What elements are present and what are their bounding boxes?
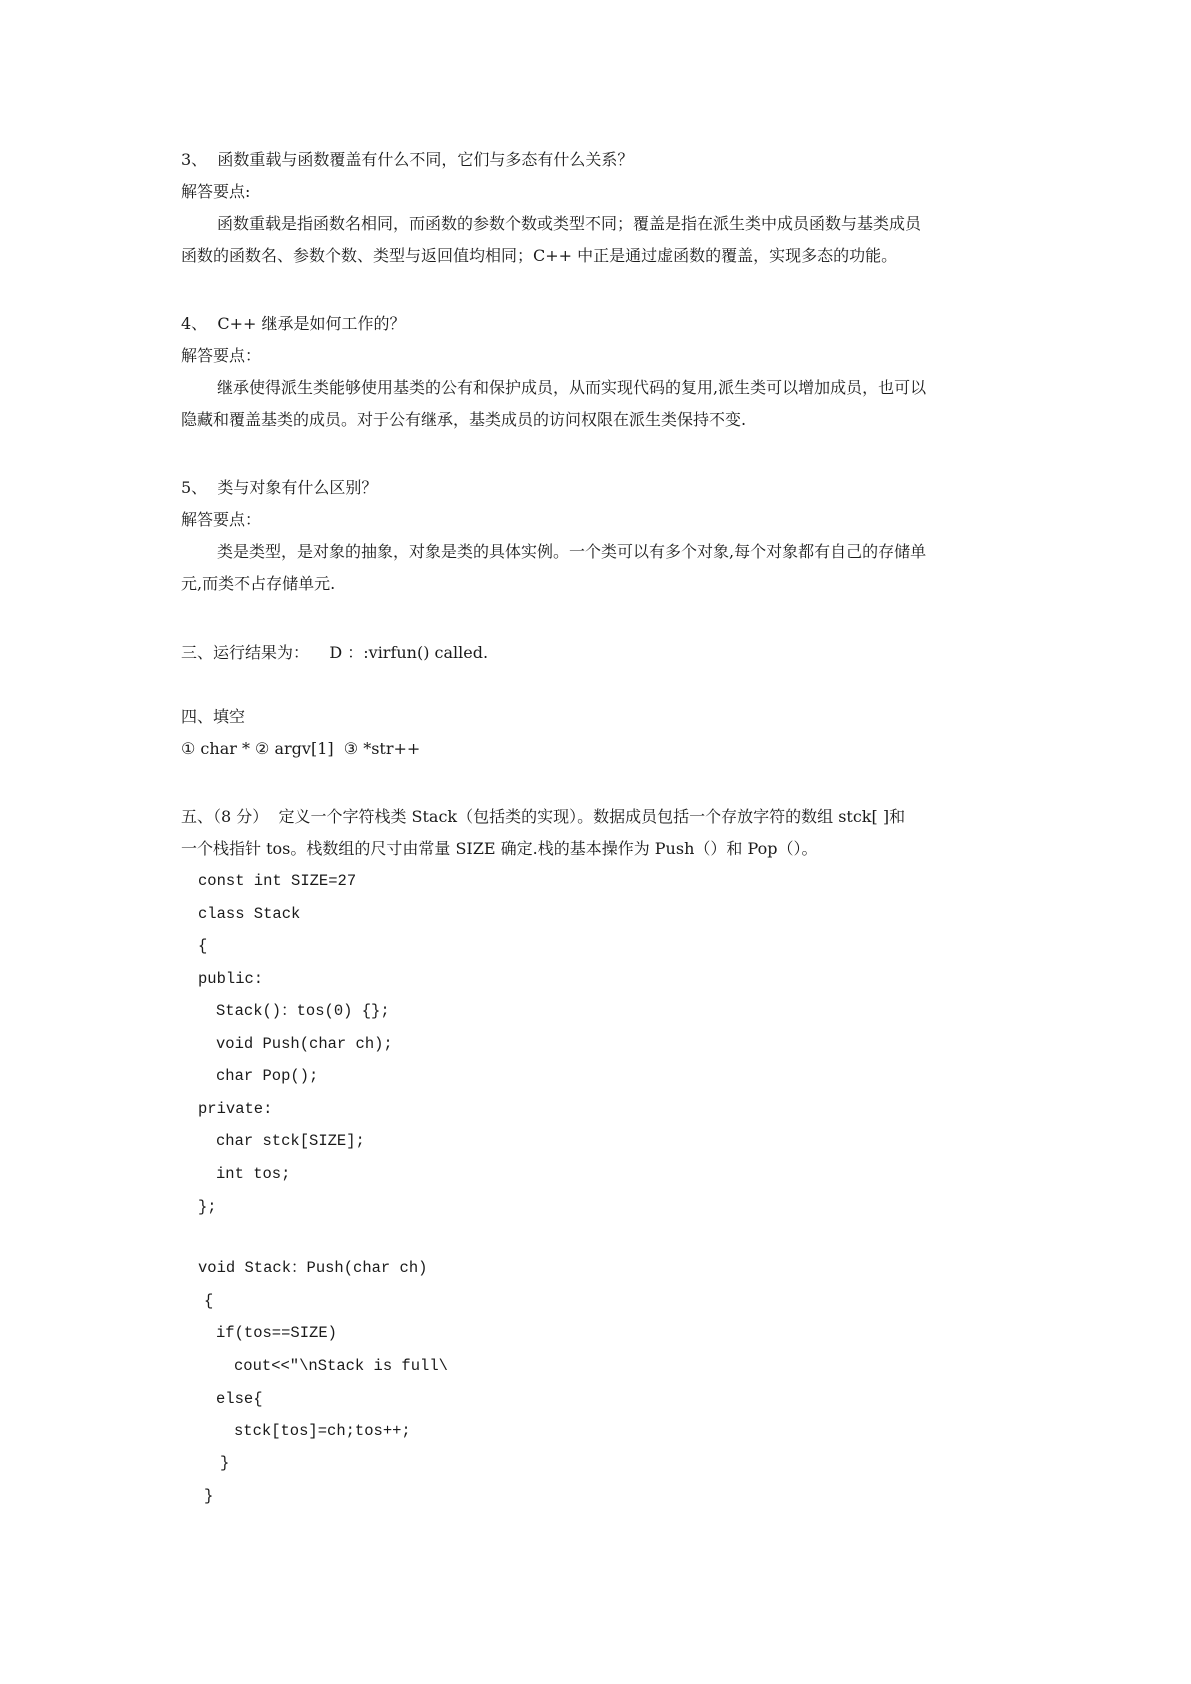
answer-label-3: 解答要点: [181, 182, 251, 201]
code-line: { [198, 937, 208, 955]
code-line: { [204, 1292, 214, 1310]
code-line: public: [198, 970, 264, 988]
answer-5-line-1: 类是类型，是对象的抽象，对象是类的具体实例。一个类可以有多个对象,每个对象都有自己的存储单 [217, 542, 927, 561]
code-line: char Pop(); [216, 1067, 319, 1085]
code-line: }; [198, 1198, 217, 1216]
section-4-answers: ① char * ② argv[1] ③ *str++ [181, 739, 421, 758]
code-line: } [204, 1487, 214, 1505]
code-line: const int SIZE=27 [198, 872, 357, 890]
code-line: } [220, 1454, 230, 1472]
section-5-line-2: 一个栈指针 tos。栈数组的尺寸由常量 SIZE 确定.栈的基本操作为 Push（）和 Pop（）。 [181, 839, 818, 858]
code-line: void Push(char ch); [216, 1035, 393, 1053]
question-5: 5、 类与对象有什么区别？ [181, 478, 378, 497]
code-line: class Stack [198, 905, 301, 923]
section-4-title: 四、填空 [181, 707, 246, 726]
answer-label-4: 解答要点： [181, 346, 262, 365]
code-line: else{ [216, 1390, 263, 1408]
code-line: stck[tos]=ch;tos++; [234, 1422, 411, 1440]
code-line: void Stack：Push(char ch) [198, 1259, 428, 1277]
code-line: int tos; [216, 1165, 291, 1183]
code-line: Stack()：tos(0) {}; [216, 1002, 390, 1020]
section-3-result: 三、运行结果为： D ：:virfun() called. [181, 643, 489, 662]
answer-3-line-1: 函数重载是指函数名相同，而函数的参数个数或类型不同；覆盖是指在派生类中成员函数与基类成员 [217, 214, 922, 233]
answer-4-line-2: 隐藏和覆盖基类的成员。对于公有继承，基类成员的访问权限在派生类保持不变. [181, 410, 747, 429]
code-line: private: [198, 1100, 273, 1118]
answer-5-line-2: 元,而类不占存储单元. [181, 574, 336, 593]
code-line: if(tos==SIZE) [216, 1324, 337, 1342]
code-line: char stck[SIZE]; [216, 1132, 365, 1150]
section-5-line-1: 五、（8 分） 定义一个字符栈类 Stack（包括类的实现）。数据成员包括一个存放字符的数组 stck[ ]和 [181, 807, 906, 826]
question-3: 3、 函数重载与函数覆盖有什么不同，它们与多态有什么关系？ [181, 150, 634, 169]
question-4: 4、 C++ 继承是如何工作的？ [181, 314, 406, 333]
answer-label-5: 解答要点： [181, 510, 262, 529]
code-line: cout<<"\nStack is full\ [234, 1357, 448, 1375]
answer-4-line-1: 继承使得派生类能够使用基类的公有和保护成员，从而实现代码的复用,派生类可以增加成员，也可以 [217, 378, 927, 397]
answer-3-line-2: 函数的函数名、参数个数、类型与返回值均相同；C++ 中正是通过虚函数的覆盖，实现多态的功能。 [181, 246, 898, 265]
